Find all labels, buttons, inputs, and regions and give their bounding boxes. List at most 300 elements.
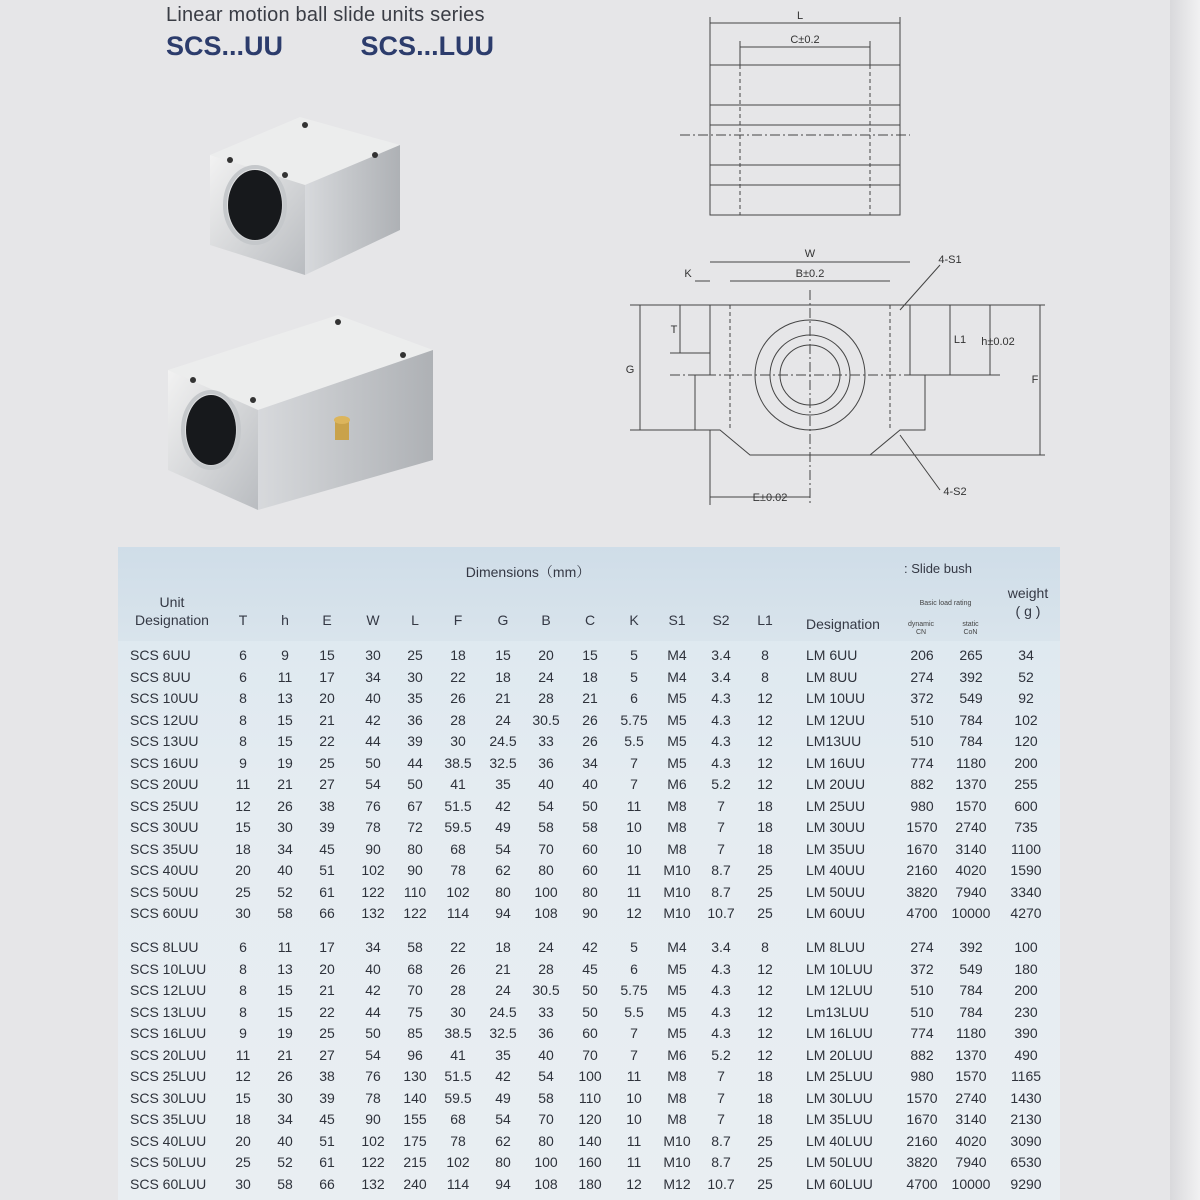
unit-designation-cell: SCS 8LUU (130, 939, 199, 955)
series-code-uu: SCS...UU (166, 31, 284, 61)
table-cell: 132 (361, 905, 385, 921)
table-cell: 96 (407, 1046, 423, 1063)
table-cell: 10 (626, 840, 642, 857)
table-cell: 206 (910, 647, 934, 663)
header-designation: Designation (806, 616, 880, 632)
table-cell: 4020 (955, 862, 987, 878)
table-cell: 215 (403, 1154, 427, 1170)
table-cell: 882 (910, 1046, 934, 1063)
table-cell: 28 (538, 960, 554, 977)
table-cell: 1570 (955, 1068, 987, 1084)
table-cell: 372 (910, 690, 934, 706)
bush-designation-cell: LM13UU (806, 733, 862, 749)
table-cell: M5 (667, 1003, 687, 1020)
table-cell: 130 (403, 1068, 427, 1084)
table-cell: 45 (319, 1111, 335, 1127)
table-cell: 24 (538, 939, 554, 955)
table-row (118, 937, 1060, 958)
table-cell: 44 (407, 754, 423, 771)
table-cell: 11 (626, 883, 642, 900)
table-cell: 21 (495, 690, 511, 706)
table-cell: 6530 (1010, 1154, 1042, 1170)
dim-label-s2: 4-S2 (943, 486, 967, 498)
table-cell: 40 (365, 960, 381, 977)
table-cell: 7 (630, 1025, 638, 1041)
table-cell: 60 (582, 1025, 598, 1041)
table-cell: 3.4 (711, 668, 731, 685)
table-cell: 40 (582, 776, 598, 792)
table-cell: 80 (538, 862, 554, 878)
table-cell: 67 (407, 797, 423, 814)
header-slide-bush: : Slide bush (904, 561, 972, 576)
column-header-f: F (453, 612, 463, 628)
table-cell: 52 (277, 1154, 293, 1170)
table-cell: 22 (319, 733, 335, 749)
table-cell: 50 (582, 1003, 598, 1020)
table-cell: 120 (578, 1111, 602, 1127)
bush-designation-cell: LM 12LUU (806, 982, 873, 998)
table-cell: 9 (239, 1025, 247, 1041)
table-cell: 1570 (955, 797, 987, 814)
table-cell: 36 (538, 754, 554, 771)
table-cell: 94 (495, 1175, 511, 1192)
bush-designation-cell: LM 6UU (806, 647, 858, 663)
unit-designation-cell: SCS 60LUU (130, 1175, 207, 1192)
dim-label-t: T (670, 324, 678, 336)
table-row (118, 796, 1060, 817)
table-cell: 18 (495, 668, 511, 685)
table-cell: 40 (365, 690, 381, 706)
table-cell: 9290 (1010, 1175, 1042, 1192)
table-cell: 5 (630, 647, 638, 663)
header-static: static CoN (962, 621, 979, 636)
unit-designation-cell: SCS 40LUU (130, 1132, 207, 1149)
dim-label-e: E±0.02 (752, 492, 788, 504)
table-cell: 8.7 (711, 883, 731, 900)
unit-designation-cell: SCS 20UU (130, 776, 199, 792)
table-cell: 22 (450, 939, 466, 955)
bush-designation-cell: LM 10LUU (806, 960, 873, 977)
table-cell: 110 (578, 1089, 602, 1106)
table-cell: 19 (277, 754, 293, 771)
table-cell: 34 (1018, 647, 1034, 663)
table-cell: 5 (630, 939, 638, 955)
table-cell: 510 (910, 1003, 934, 1020)
table-cell: 68 (450, 1111, 466, 1127)
table-cell: 80 (538, 1132, 554, 1149)
table-cell: 7 (630, 776, 638, 792)
bush-designation-cell: LM 12UU (806, 711, 866, 728)
table-cell: 20 (319, 960, 335, 977)
table-cell: 10000 (951, 905, 991, 921)
table-cell: 10.7 (707, 905, 735, 921)
table-cell: 20 (235, 1132, 251, 1149)
table-cell: 10 (626, 1089, 642, 1106)
dim-label-k: K (684, 268, 692, 280)
table-cell: 54 (495, 1111, 511, 1127)
page-edge (1170, 0, 1200, 1200)
table-cell: 34 (365, 939, 381, 955)
table-cell: 15 (235, 819, 251, 835)
dim-label-h: h±0.02 (981, 336, 1015, 348)
table-cell: 35 (407, 690, 423, 706)
table-row (118, 731, 1060, 752)
table-cell: M5 (667, 733, 687, 749)
table-cell: 26 (582, 733, 598, 749)
table-cell: 9 (239, 754, 247, 771)
table-cell: 108 (534, 905, 558, 921)
table-cell: 25 (235, 883, 251, 900)
table-cell: 90 (407, 862, 423, 878)
table-cell: 784 (959, 711, 983, 728)
table-cell: 38 (319, 1068, 335, 1084)
table-cell: 40 (538, 776, 554, 792)
table-cell: 4.3 (711, 1025, 731, 1041)
table-cell: 12 (757, 1046, 773, 1063)
unit-designation-cell: SCS 20LUU (130, 1046, 207, 1063)
table-cell: M10 (663, 883, 691, 900)
table-cell: 25 (757, 905, 773, 921)
table-cell: 42 (582, 939, 598, 955)
table-cell: M8 (667, 840, 687, 857)
table-row (118, 817, 1060, 838)
table-cell: 61 (319, 1154, 335, 1170)
table-cell: 510 (910, 711, 934, 728)
table-cell: 11 (626, 1132, 642, 1149)
table-cell: 11 (235, 776, 251, 792)
table-cell: 25 (319, 1025, 335, 1041)
table-cell: 62 (495, 1132, 511, 1149)
header-unit-designation: Unit Designation (135, 594, 209, 628)
table-cell: 42 (365, 982, 381, 998)
dim-label-b: B±0.2 (795, 268, 825, 280)
table-cell: 38.5 (444, 754, 472, 771)
bush-designation-cell: LM 50UU (806, 883, 866, 900)
table-cell: 42 (495, 1068, 511, 1084)
table-cell: M10 (663, 905, 691, 921)
table-cell: 30 (365, 647, 381, 663)
table-cell: 17 (319, 939, 335, 955)
table-cell: 10 (626, 1111, 642, 1127)
table-cell: 33 (538, 1003, 554, 1020)
table-cell: M4 (667, 939, 687, 955)
table-cell: 4.3 (711, 754, 731, 771)
catalog-header (166, 4, 534, 62)
table-cell: 49 (495, 1089, 511, 1106)
table-cell: 200 (1014, 754, 1038, 771)
table-cell: 66 (319, 905, 335, 921)
table-cell: 34 (365, 668, 381, 685)
unit-designation-cell: SCS 35LUU (130, 1111, 207, 1127)
table-cell: 3090 (1010, 1132, 1042, 1149)
table-cell: 3140 (955, 1111, 987, 1127)
table-cell: 92 (1018, 690, 1034, 706)
table-cell: 600 (1014, 797, 1038, 814)
table-cell: 774 (910, 754, 934, 771)
table-header (118, 547, 1060, 641)
table-cell: 8 (239, 982, 247, 998)
table-cell: 8 (239, 733, 247, 749)
table-cell: 27 (319, 1046, 335, 1063)
table-cell: M10 (663, 1132, 691, 1149)
table-cell: 78 (365, 1089, 381, 1106)
table-cell: M10 (663, 862, 691, 878)
header-weight: weight ( g ) (1007, 585, 1049, 619)
series-code-luu: SCS...LUU (360, 31, 495, 61)
table-cell: 980 (910, 797, 934, 814)
table-cell: M5 (667, 982, 687, 998)
table-cell: 21 (495, 960, 511, 977)
table-cell: 76 (365, 797, 381, 814)
bush-designation-cell: LM 60UU (806, 905, 866, 921)
table-cell: M5 (667, 1025, 687, 1041)
table-cell: 25 (757, 862, 773, 878)
table-cell: 51 (319, 1132, 335, 1149)
unit-designation-cell: SCS 10UU (130, 690, 199, 706)
table-cell: 735 (1014, 819, 1038, 835)
table-cell: 8 (239, 1003, 247, 1020)
table-cell: 20 (538, 647, 554, 663)
table-cell: 784 (959, 733, 983, 749)
table-cell: 7 (630, 754, 638, 771)
table-cell: 11 (235, 1046, 251, 1063)
table-cell: 78 (450, 1132, 466, 1149)
table-cell: 15 (319, 647, 335, 663)
table-cell: 18 (757, 1068, 773, 1084)
table-cell: 62 (495, 862, 511, 878)
unit-designation-cell: SCS 50UU (130, 883, 199, 900)
table-cell: 882 (910, 776, 934, 792)
table-cell: 1570 (906, 819, 938, 835)
table-cell: 1370 (955, 776, 987, 792)
dim-label-s1: 4-S1 (938, 254, 962, 266)
table-cell: 52 (277, 883, 293, 900)
table-cell: 12 (757, 982, 773, 998)
table-cell: 22 (450, 668, 466, 685)
table-cell: 54 (538, 1068, 554, 1084)
unit-designation-cell: SCS 6UU (130, 647, 191, 663)
table-cell: 372 (910, 960, 934, 977)
product-image-scs-luu (163, 310, 443, 515)
table-cell: 180 (1014, 960, 1038, 977)
table-cell: 54 (495, 840, 511, 857)
table-cell: 58 (582, 819, 598, 835)
table-cell: 58 (277, 905, 293, 921)
table-cell: 140 (403, 1089, 427, 1106)
table-cell: 7 (630, 1046, 638, 1063)
table-row (118, 774, 1060, 795)
table-cell: 175 (403, 1132, 427, 1149)
table-cell: 114 (446, 905, 470, 921)
table-cell: 28 (450, 982, 466, 998)
table-cell: 255 (1014, 776, 1038, 792)
table-row (118, 645, 1060, 666)
table-cell: 6 (239, 668, 247, 685)
table-cell: 100 (534, 1154, 558, 1170)
table-cell: 180 (578, 1175, 602, 1192)
table-cell: 41 (450, 1046, 466, 1063)
drawing-front-view (610, 245, 1050, 525)
table-cell: 26 (277, 797, 293, 814)
table-cell: 54 (538, 797, 554, 814)
table-cell: 12 (757, 1025, 773, 1041)
table-cell: 120 (1014, 733, 1038, 749)
table-cell: 122 (361, 883, 385, 900)
table-cell: 15 (277, 733, 293, 749)
table-cell: 11 (626, 1068, 642, 1084)
bush-designation-cell: LM 10UU (806, 690, 866, 706)
table-cell: 32.5 (489, 1025, 517, 1041)
table-cell: 58 (538, 1089, 554, 1106)
table-cell: 59.5 (444, 1089, 472, 1106)
table-cell: 102 (361, 862, 385, 878)
table-cell: 24.5 (489, 1003, 517, 1020)
table-cell: 490 (1014, 1046, 1038, 1063)
table-cell: 8.7 (711, 1154, 731, 1170)
header-dynamic: dynamic CN (907, 621, 935, 636)
table-cell: 140 (578, 1132, 602, 1149)
table-cell: 76 (365, 1068, 381, 1084)
table-cell: 68 (407, 960, 423, 977)
table-cell: 51 (319, 862, 335, 878)
table-cell: 39 (319, 819, 335, 835)
table-cell: 100 (534, 883, 558, 900)
unit-designation-cell: SCS 50LUU (130, 1154, 207, 1170)
table-cell: 510 (910, 982, 934, 998)
bush-designation-cell: LM 50LUU (806, 1154, 873, 1170)
table-cell: 392 (959, 668, 983, 685)
table-cell: 26 (582, 711, 598, 728)
table-cell: 20 (319, 690, 335, 706)
table-cell: 80 (582, 883, 598, 900)
table-cell: 12 (757, 1003, 773, 1020)
table-cell: 15 (235, 1089, 251, 1106)
table-cell: M4 (667, 668, 687, 685)
table-cell: 132 (361, 1175, 385, 1192)
table-cell: 50 (582, 797, 598, 814)
table-cell: 102 (1014, 711, 1038, 728)
table-cell: 11 (626, 1154, 642, 1170)
table-cell: 26 (277, 1068, 293, 1084)
table-cell: 80 (495, 883, 511, 900)
table-cell: 100 (578, 1068, 602, 1084)
unit-designation-cell: SCS 13LUU (130, 1003, 207, 1020)
table-cell: 24.5 (489, 733, 517, 749)
table-cell: 34 (277, 840, 293, 857)
table-row (118, 688, 1060, 709)
bush-designation-cell: LM 25UU (806, 797, 866, 814)
table-cell: 122 (403, 905, 427, 921)
table-cell: 1670 (906, 840, 938, 857)
table-cell: 12 (626, 1175, 642, 1192)
table-cell: 33 (538, 733, 554, 749)
table-cell: 27 (319, 776, 335, 792)
table-cell: 5.5 (624, 733, 644, 749)
table-cell: 15 (277, 711, 293, 728)
table-cell: 21 (319, 711, 335, 728)
table-cell: 4700 (906, 1175, 938, 1192)
table-cell: 12 (757, 711, 773, 728)
bush-designation-cell: LM 8LUU (806, 939, 866, 955)
table-cell: 2160 (906, 1132, 938, 1149)
table-row (118, 1045, 1060, 1066)
column-header-t: T (238, 612, 248, 628)
table-cell: 8.7 (711, 862, 731, 878)
table-cell: 78 (365, 819, 381, 835)
table-cell: 36 (407, 711, 423, 728)
table-cell: 24 (495, 711, 511, 728)
table-cell: 54 (365, 776, 381, 792)
column-header-k: K (629, 612, 639, 628)
table-cell: M5 (667, 754, 687, 771)
dim-label-l: L (796, 10, 804, 22)
table-cell: M8 (667, 797, 687, 814)
table-cell: 68 (450, 840, 466, 857)
table-cell: 25 (757, 1175, 773, 1192)
table-cell: 108 (534, 1175, 558, 1192)
table-cell: 2740 (955, 819, 987, 835)
column-header-b: B (541, 612, 551, 628)
table-cell: 122 (361, 1154, 385, 1170)
table-cell: 28 (538, 690, 554, 706)
table-cell: 8 (239, 711, 247, 728)
table-cell: 60 (582, 862, 598, 878)
unit-designation-cell: SCS 60UU (130, 905, 199, 921)
table-cell: 4.3 (711, 1003, 731, 1020)
table-cell: 1670 (906, 1111, 938, 1127)
table-cell: 12 (757, 776, 773, 792)
table-row (118, 1152, 1060, 1173)
bush-designation-cell: LM 20LUU (806, 1046, 873, 1063)
table-row (118, 839, 1060, 860)
table-cell: 94 (495, 905, 511, 921)
table-cell: 274 (910, 668, 934, 685)
table-row (118, 860, 1060, 881)
table-cell: 15 (277, 982, 293, 998)
column-header-e: E (322, 612, 332, 628)
bush-designation-cell: LM 30LUU (806, 1089, 873, 1106)
bush-designation-cell: Lm13LUU (806, 1003, 870, 1020)
table-cell: 18 (495, 939, 511, 955)
table-cell: 4.3 (711, 733, 731, 749)
table-cell: 3820 (906, 1154, 938, 1170)
table-cell: 5 (630, 668, 638, 685)
table-cell: 44 (365, 1003, 381, 1020)
table-cell: 7940 (955, 1154, 987, 1170)
table-cell: 26 (450, 690, 466, 706)
table-cell: 15 (495, 647, 511, 663)
table-cell: 26 (450, 960, 466, 977)
table-cell: 78 (450, 862, 466, 878)
table-cell: 52 (1018, 668, 1034, 685)
table-cell: 240 (403, 1175, 427, 1192)
table-cell: 42 (495, 797, 511, 814)
table-cell: 30 (277, 819, 293, 835)
table-cell: 70 (538, 1111, 554, 1127)
table-cell: M10 (663, 1154, 691, 1170)
table-cell: M12 (663, 1175, 691, 1192)
table-cell: 36 (538, 1025, 554, 1041)
table-cell: 18 (235, 1111, 251, 1127)
table-cell: 4.3 (711, 982, 731, 998)
table-cell: 15 (582, 647, 598, 663)
table-cell: 1180 (955, 754, 987, 771)
series-subtitle: Linear motion ball slide units series (166, 4, 485, 26)
table-cell: 1430 (1010, 1089, 1042, 1106)
table-cell: 25 (235, 1154, 251, 1170)
table-cell: 5.2 (711, 776, 731, 792)
table-cell: 85 (407, 1025, 423, 1041)
